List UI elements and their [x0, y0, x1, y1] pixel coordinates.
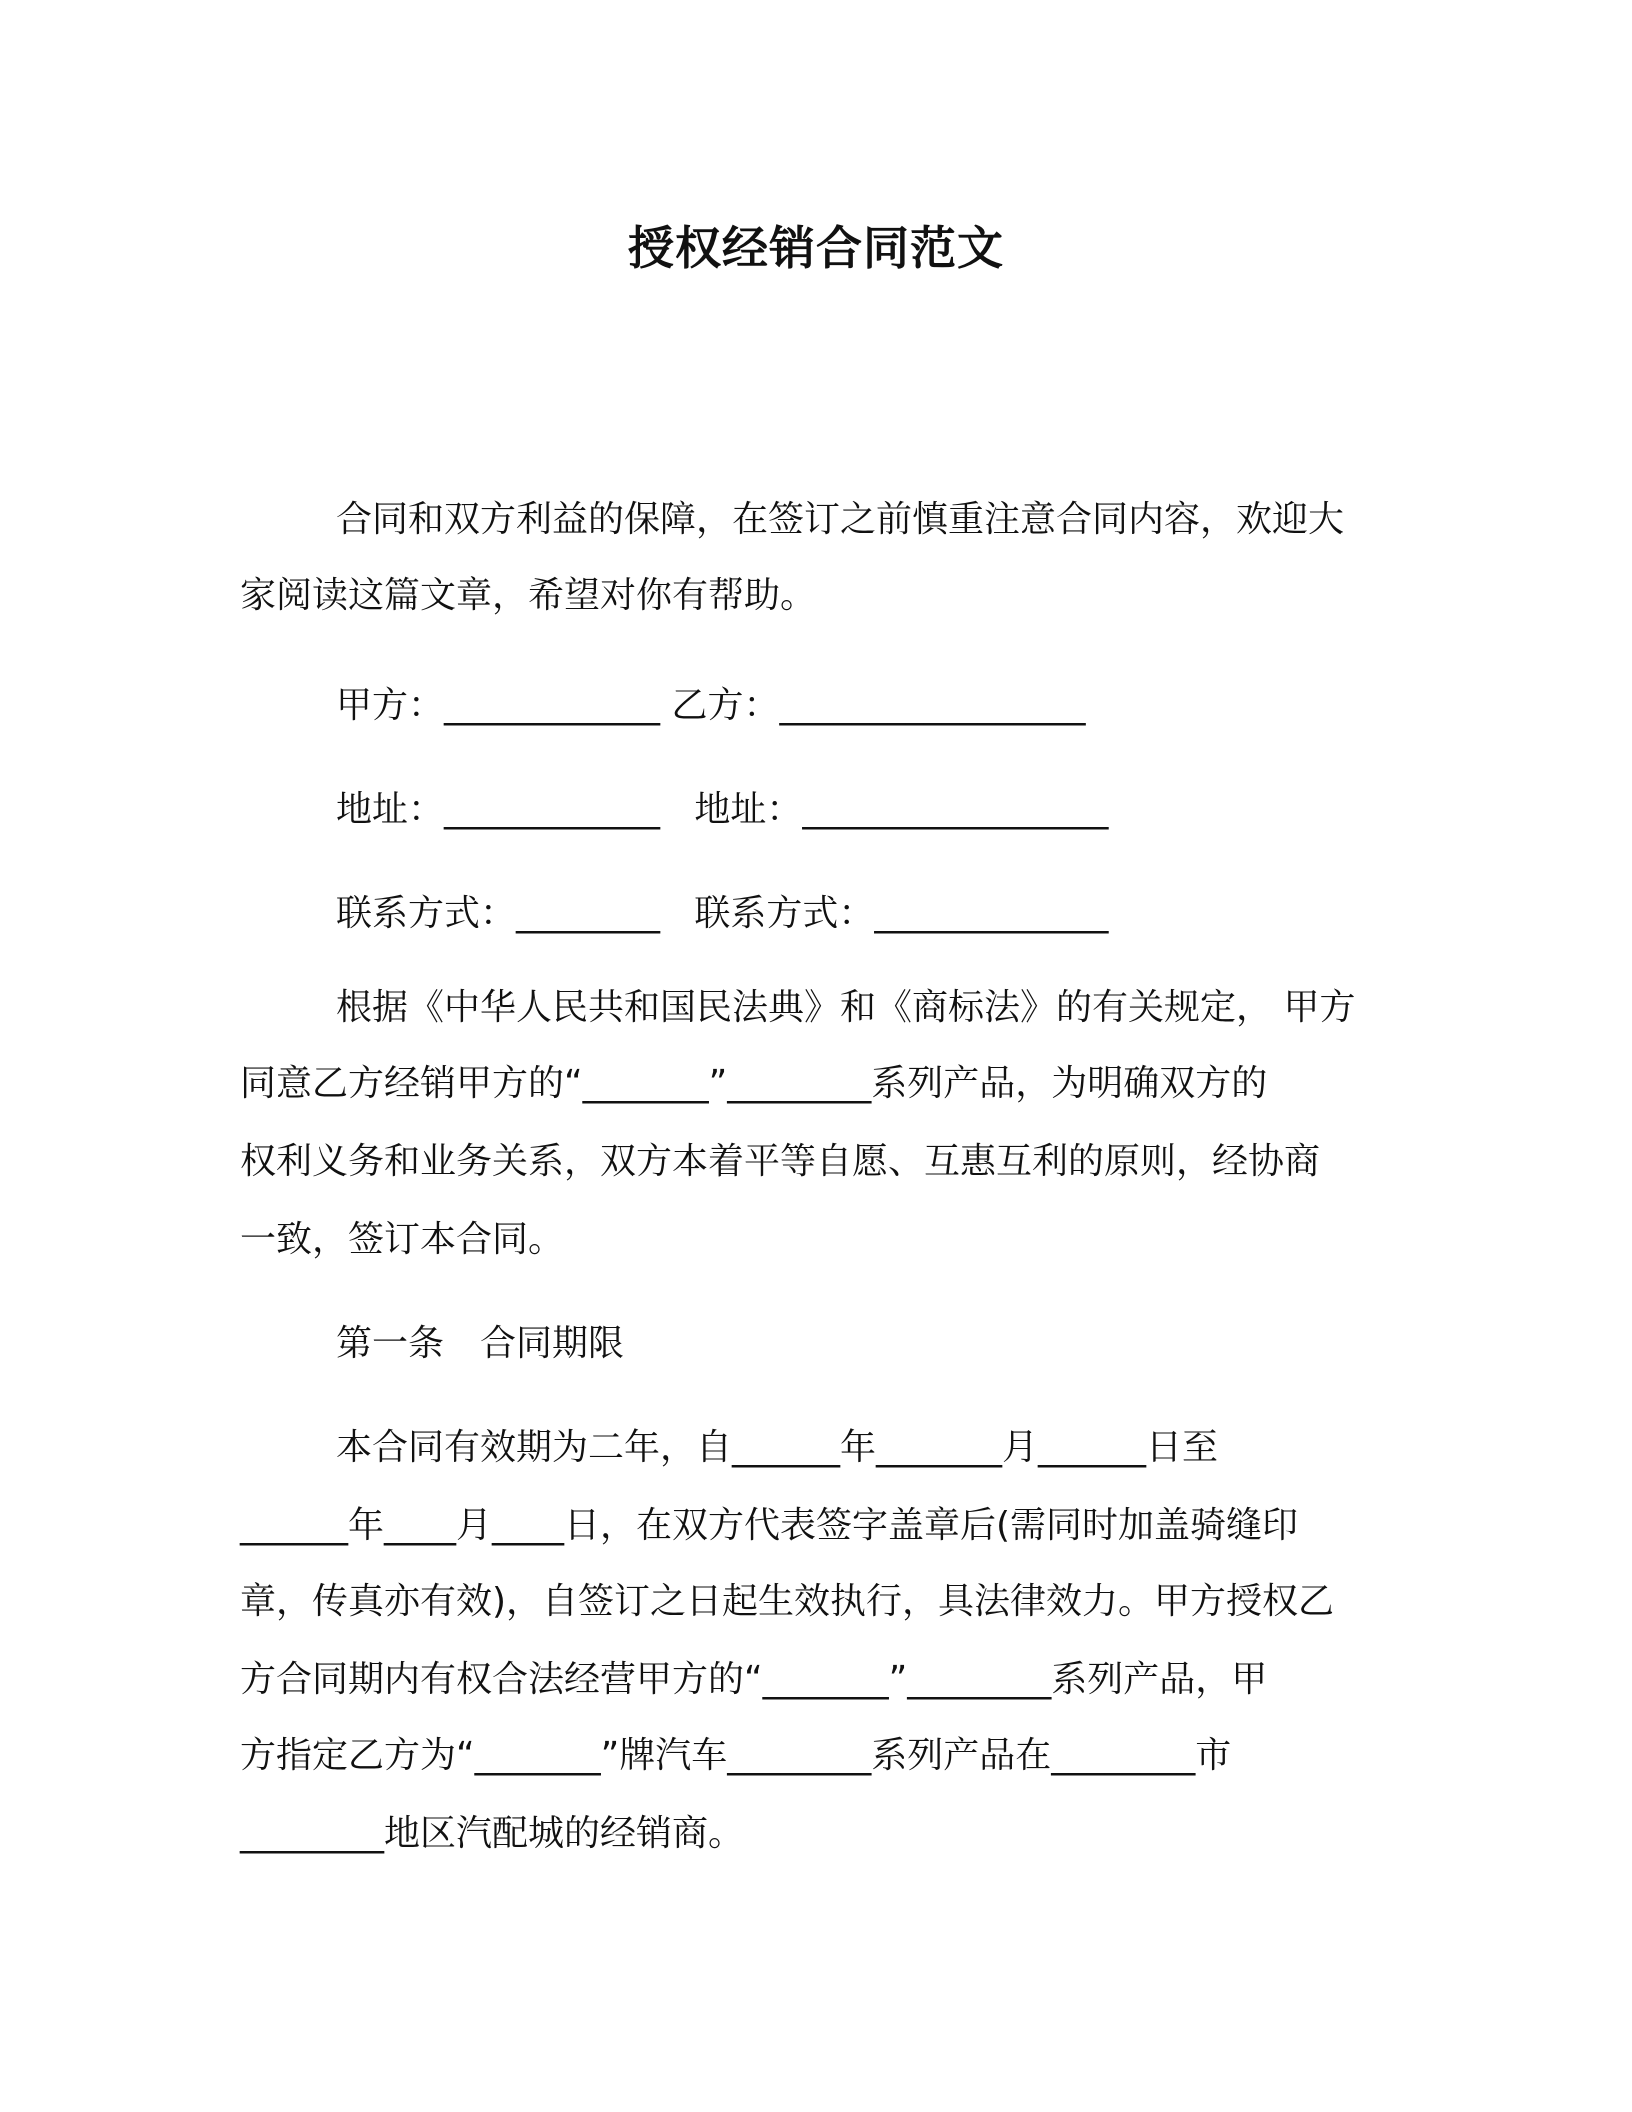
intro-line-1: 合同和双方利益的保障，在签订之前慎重注意合同内容，欢迎大 — [336, 499, 1345, 540]
party-name-line: 甲方：____________ 乙方：_________________ — [336, 685, 1086, 726]
party-contact-line: 联系方式：________ 联系方式：_____________ — [336, 893, 1109, 934]
preamble-line-4: 一致，签订本合同。 — [240, 1219, 565, 1260]
article-1-line-1: 本合同有效期为二年，自______年_______月______日至 — [336, 1427, 1219, 1468]
article-1-line-5: 方指定乙方为“_______”牌汽车________系列产品在________市 — [240, 1735, 1232, 1776]
preamble-line-2: 同意乙方经销甲方的“_______”________系列产品，为明确双方的 — [240, 1063, 1268, 1104]
article-1-line-4: 方合同期内有权合法经营甲方的“_______”________系列产品，甲 — [240, 1659, 1268, 1700]
party-address-line: 地址：____________ 地址：_________________ — [336, 789, 1109, 830]
preamble-line-1: 根据《中华人民共和国民法典》和《商标法》的有关规定， 甲方 — [336, 987, 1356, 1028]
preamble-line-3: 权利义务和业务关系，双方本着平等自愿、互惠互利的原则，经协商 — [240, 1141, 1321, 1182]
article-1-line-2: ______年____月____日，在双方代表签字盖章后(需同时加盖骑缝印 — [240, 1505, 1299, 1546]
article-1-line-6: ________地区汽配城的经销商。 — [240, 1813, 745, 1854]
document-title: 授权经销合同范文 — [628, 221, 1004, 275]
article-1-line-3: 章，传真亦有效)，自签订之日起生效执行，具法律效力。甲方授权乙 — [240, 1581, 1335, 1622]
intro-line-2: 家阅读这篇文章，希望对你有帮助。 — [240, 575, 817, 616]
article-1-heading: 第一条 合同期限 — [336, 1323, 625, 1364]
